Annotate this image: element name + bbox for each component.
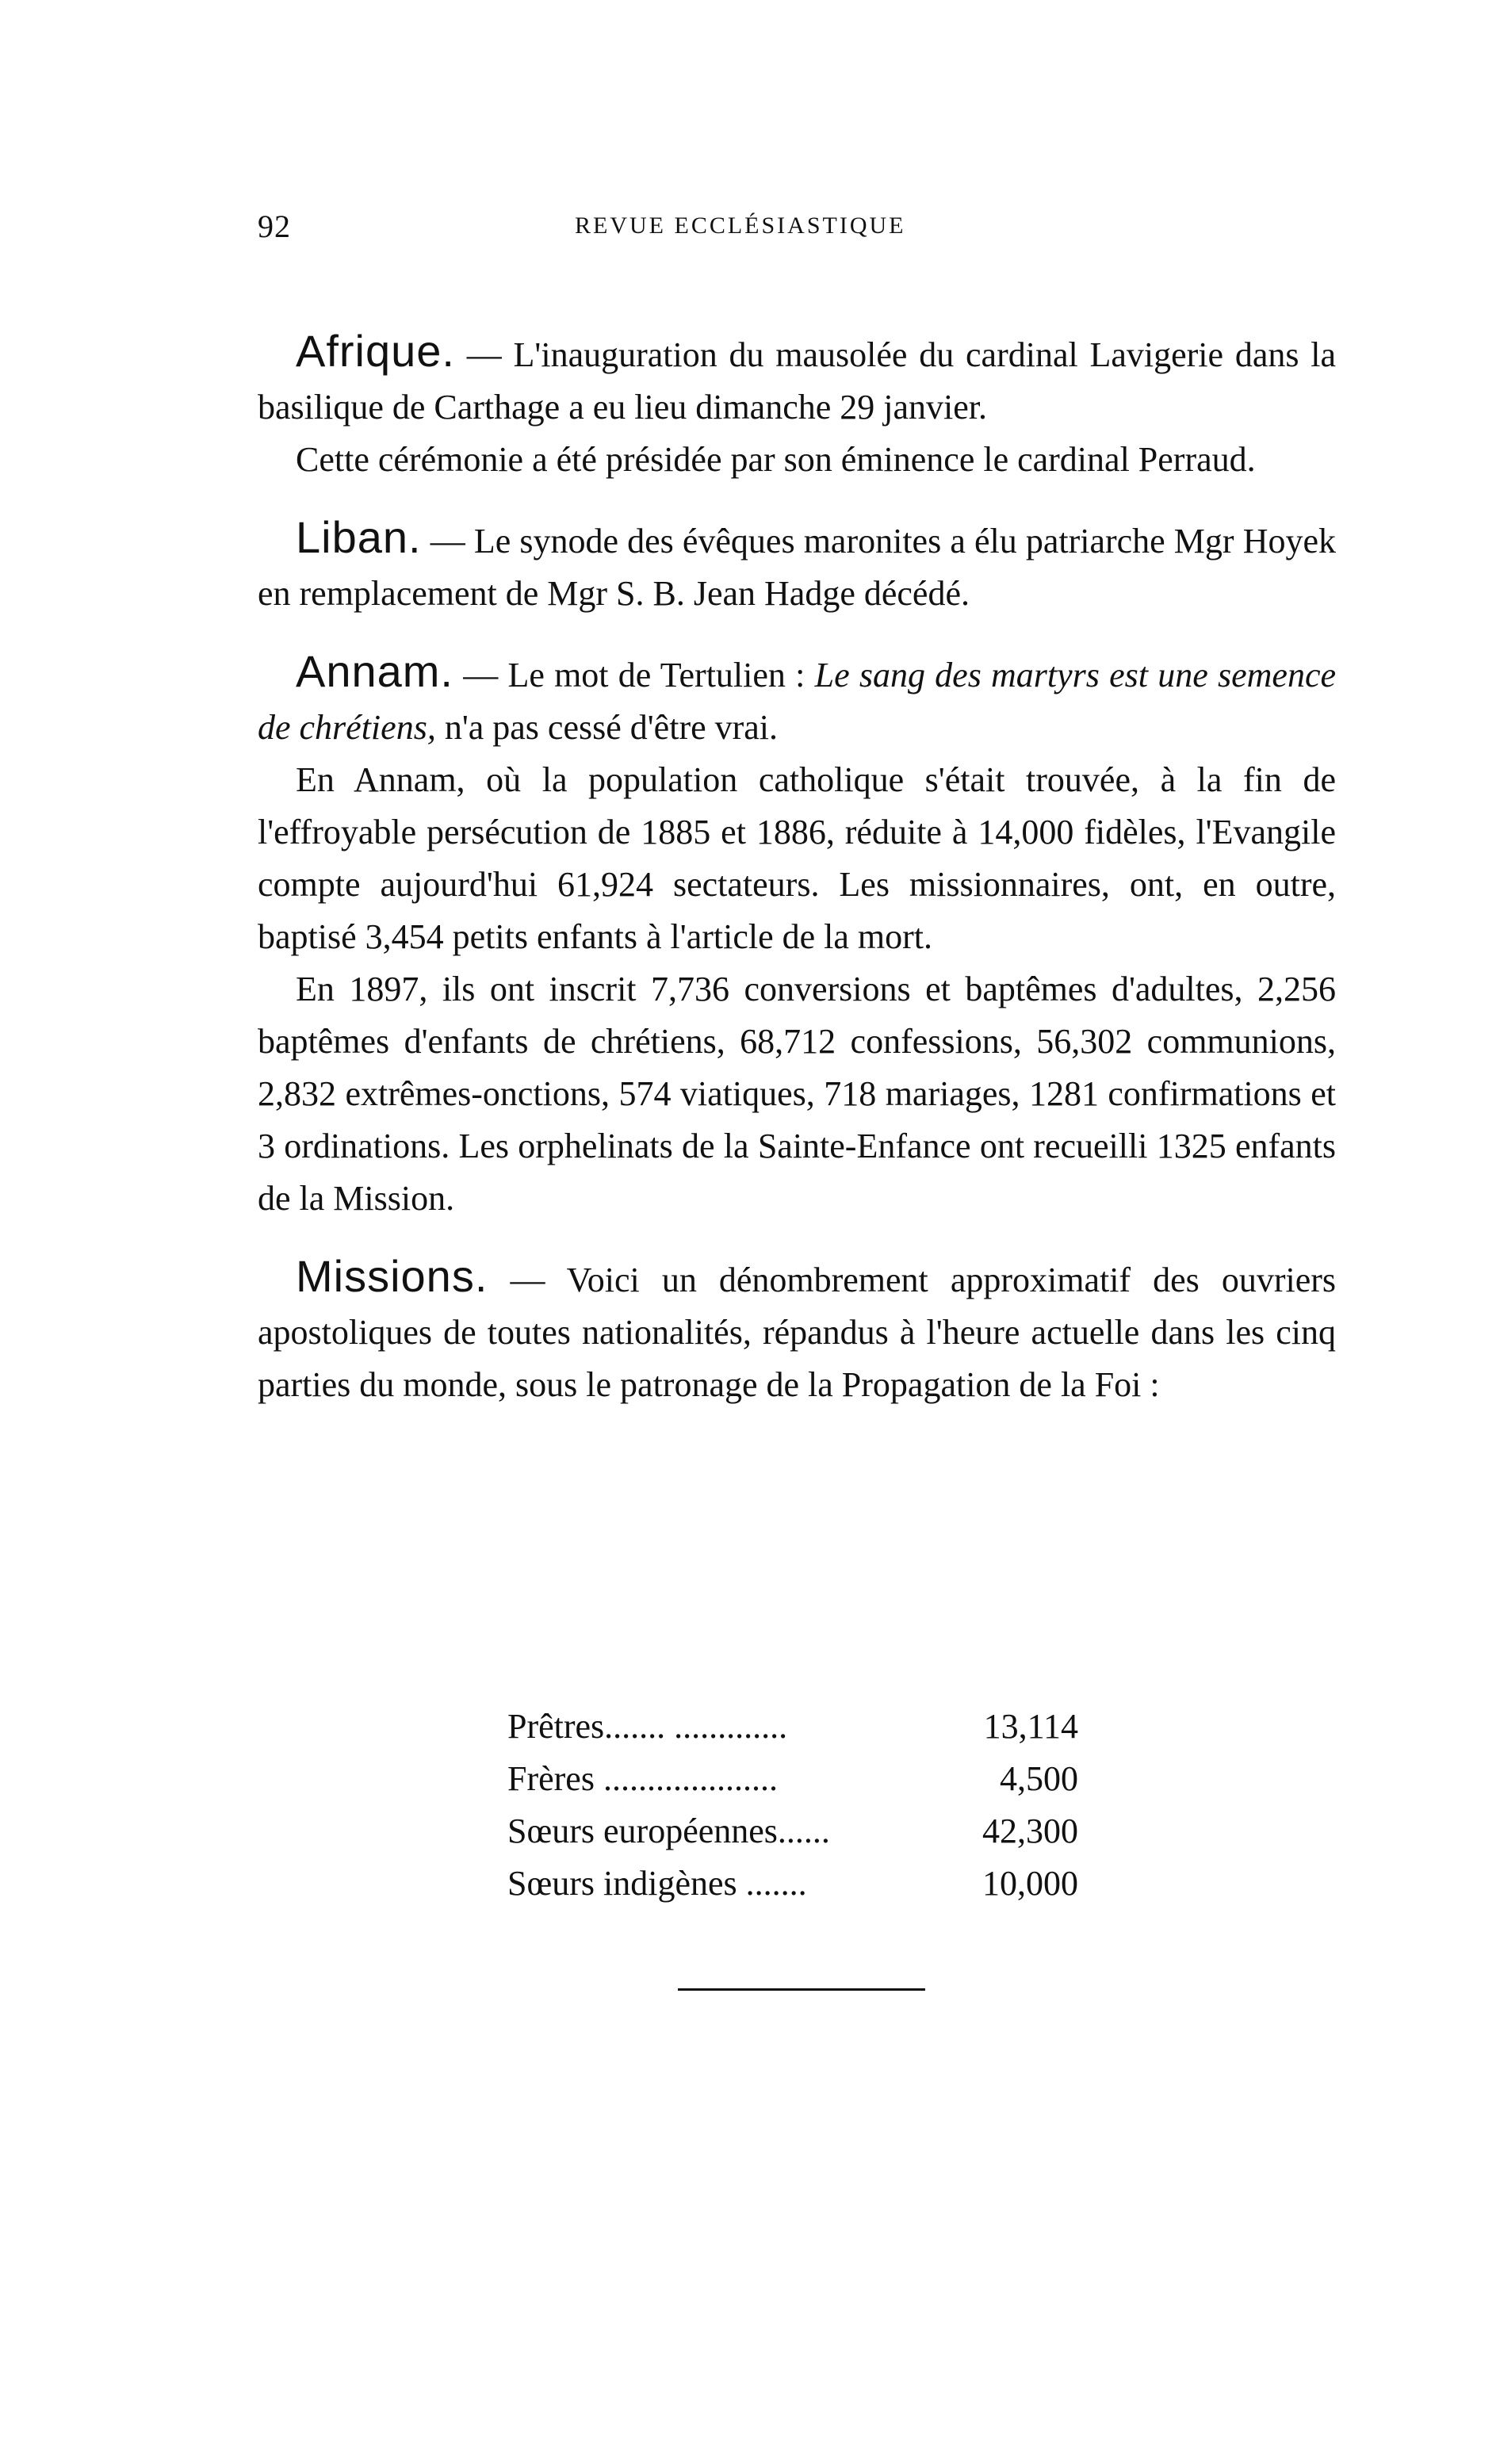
tally-row	[507, 1858, 1078, 1910]
section-missions-intro	[258, 1250, 1336, 1411]
tally-value: 42,300	[982, 1812, 1078, 1850]
tally-value: 10,000	[982, 1864, 1078, 1903]
tertullian-quote: Le sang des martyrs est une semence de chrétiens,	[258, 656, 1337, 747]
tally-label: Sœurs européennes......	[507, 1812, 830, 1850]
tally-row	[507, 1753, 1078, 1805]
tally-label: Sœurs indigènes .......	[507, 1864, 807, 1903]
section-annam-text-tail: n'a pas cessé d'être vrai.	[444, 708, 779, 747]
section-heading-afrique: Afrique.	[296, 326, 455, 376]
journal-title: REVUE ECCLÉSIASTIQUE	[575, 212, 906, 239]
section-annam-paragraph-1: En Annam, où la population catholique s'était trouvée, à la fin de l'effroyable persécution de 1885 et 1886, réduite à 14,000 fidèles, l'Evangile compte aujourd'hui 61,924 sectateurs. Les missionnaires, ont, en outre, baptisé 3,454 petits enfants à l'article de la mort.	[258, 760, 1336, 956]
section-annam-intro	[258, 645, 1336, 754]
section-heading-missions: Missions.	[296, 1251, 488, 1301]
section-liban-text: — Le synode des évêques maronites a élu patriarche Mgr Hoyek en remplacement de Mgr S. B. Jean Hadge décédé.	[258, 522, 1337, 613]
tally-row	[507, 1805, 1078, 1858]
tally-row	[507, 1701, 1078, 1753]
section-heading-liban: Liban.	[296, 512, 422, 562]
section-annam-paragraph-2: En 1897, ils ont inscrit 7,736 conversions et baptêmes d'adultes, 2,256 baptêmes d'enfants de chrétiens, 68,712 confessions, 56,302 communions, 2,832 extrêmes-onctions, 574 viatiques, 718 mariages, 1281 confirmations et 3 ordinations. Les orphelinats de la Sainte-Enfance ont recueilli 1325 enfants de la Mission.	[258, 970, 1336, 1218]
tally-label: Frères ....................	[507, 1759, 778, 1798]
end-rule-divider	[678, 1988, 925, 1991]
section-heading-annam: Annam.	[296, 646, 453, 696]
section-afrique-intro	[258, 325, 1336, 434]
tally-value: 13,114	[983, 1707, 1078, 1746]
tally-value: 4,500	[1000, 1759, 1078, 1798]
running-head	[258, 208, 971, 255]
section-annam-text: — Le mot de Tertulien :	[463, 656, 805, 694]
section-liban-intro	[258, 511, 1336, 620]
section-missions-text: — Voici un dénombrement approximatif des ouvriers apostoliques de toutes nationalités, répandus à l'heure actuelle dans les cinq parties du monde, sous le patronage de la Propagation de la Foi :	[258, 1261, 1337, 1404]
tally-label: Prêtres....... .............	[507, 1707, 788, 1746]
article-body	[258, 325, 1336, 1411]
missionaries-tally	[507, 1701, 1078, 1910]
page-number: 92	[258, 209, 291, 244]
section-afrique-paragraph: Cette cérémonie a été présidée par son éminence le cardinal Perraud.	[296, 440, 1256, 479]
section-afrique-text: — L'inauguration du mausolée du cardinal Lavigerie dans la basilique de Carthage a eu lieu dimanche 29 janvier.	[258, 335, 1337, 427]
